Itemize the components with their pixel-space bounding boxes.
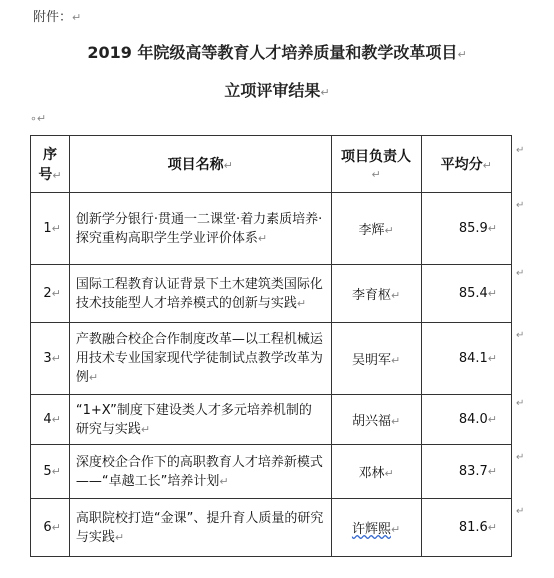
table-row	[31, 499, 512, 557]
cell-leader: 吴明军↵	[331, 323, 421, 395]
document-title-line-2: 立项评审结果↵	[224, 81, 330, 100]
paragraph-mark: ↵	[72, 11, 82, 24]
cell-leader: 李育枢↵	[331, 265, 421, 323]
row-end-mark: ↵	[516, 506, 525, 517]
cell-score: 83.7↵	[421, 445, 511, 499]
cell-name: 深度校企合作下的高职教育人才培养新模式——“卓越工长”培养计划↵	[69, 445, 331, 499]
cell-name: 创新学分银行·贯通一二课堂·着力素质培养·探究重构高职学生学业评价体系↵	[69, 193, 331, 265]
table-row	[31, 265, 512, 323]
row-end-mark: ↵	[516, 268, 525, 279]
cell-leader: 胡兴福↵	[331, 395, 421, 445]
cell-score: 84.0↵	[421, 395, 511, 445]
paragraph-mark: ↵	[320, 86, 330, 99]
cell-score: 84.1↵	[421, 323, 511, 395]
attachment-label: 附件：↵	[33, 10, 82, 25]
table-row	[31, 395, 512, 445]
cell-leader: 许辉熙↵	[331, 499, 421, 557]
cell-seq: 1↵	[31, 193, 70, 265]
row-end-mark: ↵	[516, 398, 525, 409]
table-row	[31, 445, 512, 499]
cell-seq: 4↵	[31, 395, 70, 445]
table-row	[31, 193, 512, 265]
cell-leader: 李辉↵	[331, 193, 421, 265]
cell-name: 国际工程教育认证背景下土木建筑类国际化技术技能型人才培养模式的创新与实践↵	[69, 265, 331, 323]
row-end-mark: ↵	[516, 145, 525, 156]
cell-leader: 邓林↵	[331, 445, 421, 499]
row-end-mark: ↵	[516, 330, 525, 341]
document-title-line-1: 2019 年院级高等教育人才培养质量和教学改革项目↵	[87, 43, 467, 62]
table-header-row	[31, 136, 512, 193]
table-row	[31, 323, 512, 395]
cell-seq: 2↵	[31, 265, 70, 323]
cell-name: “1+X”制度下建设类人才多元培养机制的研究与实践↵	[69, 395, 331, 445]
header-name: 项目名称↵	[69, 136, 331, 193]
empty-paragraph-mark: ∘↵	[30, 112, 47, 125]
results-table	[30, 135, 512, 557]
cell-score: 85.9↵	[421, 193, 511, 265]
cell-seq: 3↵	[31, 323, 70, 395]
cell-seq: 6↵	[31, 499, 70, 557]
row-end-mark: ↵	[516, 452, 525, 463]
cell-score: 85.4↵	[421, 265, 511, 323]
header-leader: 项目负责人↵	[331, 136, 421, 193]
cell-name: 高职院校打造“金课”、提升育人质量的研究与实践↵	[69, 499, 331, 557]
cell-name: 产教融合校企合作制度改革—以工程机械运用技术专业国家现代学徒制试点教学改革为例↵	[69, 323, 331, 395]
row-end-mark: ↵	[516, 200, 525, 211]
cell-score: 81.6↵	[421, 499, 511, 557]
header-seq: 序号↵	[31, 136, 70, 193]
header-score: 平均分↵	[421, 136, 511, 193]
paragraph-mark: ↵	[457, 48, 467, 61]
cell-seq: 5↵	[31, 445, 70, 499]
